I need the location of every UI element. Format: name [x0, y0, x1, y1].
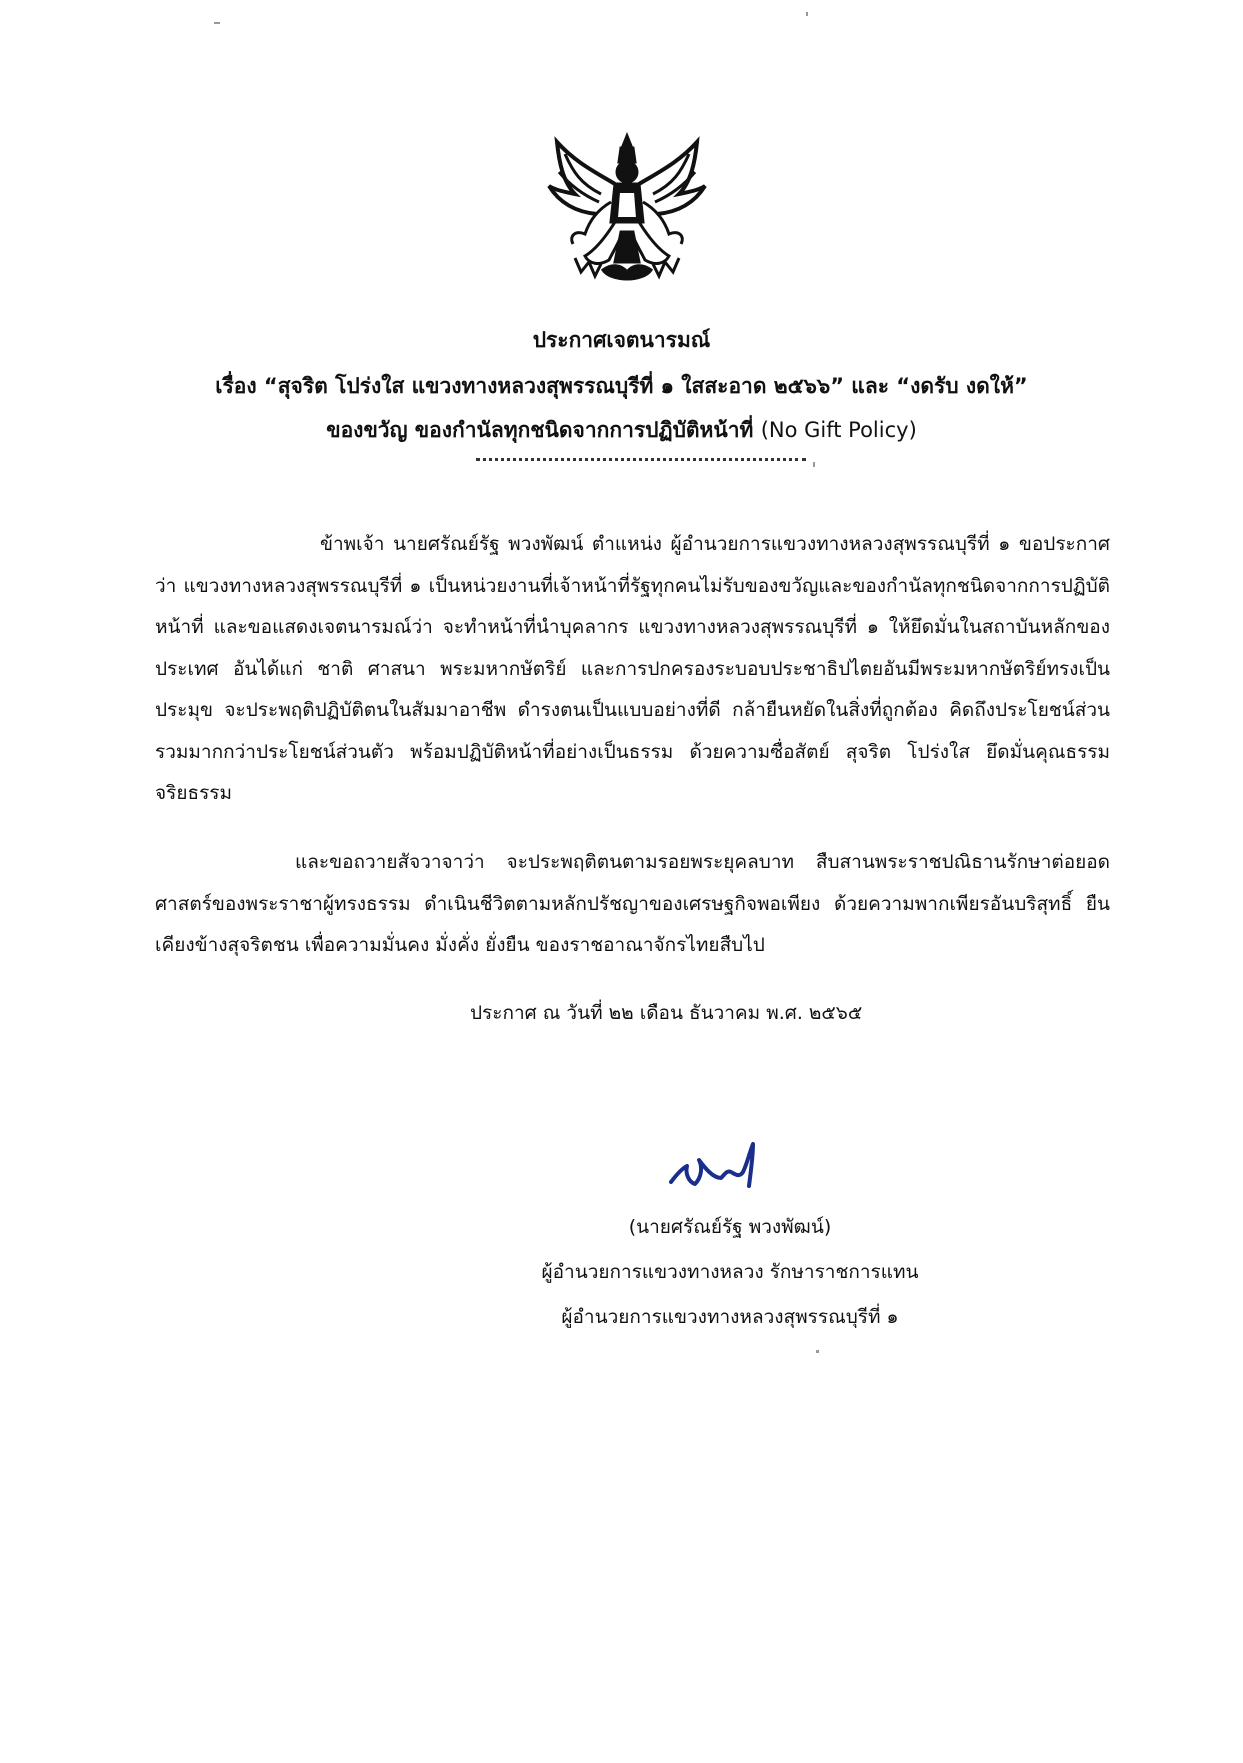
scan-speck — [816, 1350, 819, 1353]
garuda-emblem-icon — [545, 132, 710, 292]
signatory-position-2: ผู้อำนวยการแขวงทางหลวงสุพรรณบุรีที่ ๑ — [561, 1306, 899, 1328]
body-paragraph-1: ข้าพเจ้า นายศรัณย์รัฐ พวงพัฒน์ ตำแหน่ง ผู้อำนวยการแขวงทางหลวงสุพรรณบุรีที่ ๑ ขอประกาศว่า แขวงทางหลวงสุพรรณบุรีที่ ๑ เป็นหน่วยงานที่เจ้าหน้าที่รัฐทุกคนไม่รับของขวัญและของกำนัลทุกชนิดจากการปฏิบัติหน้าที่ และขอแสดงเจตนารมณ์ว่า จะทำหน้าที่นำบุคลากร แขวงทางหลวงสุพรรณบุรีที่ ๑ ให้ยึดมั่นในสถาบันหลักของประเทศ อันได้แก่ ชาติ ศาสนา พระมหากษัตริย์ และการปกครองระบอบประชาธิปไตยอันมีพระมหากษัตริย์ทรงเป็นประมุข จะประพฤติปฏิบัติตนในสัมมาอาชีพ ดำรงตนเป็นแบบอย่างที่ดี กล้ายืนหยัดในสิ่งที่ถูกต้อง คิดถึงประโยชน์ส่วนรวมมากกว่าประโยชน์ส่วนตัว พร้อมปฏิบัติหน้าที่อย่างเป็นธรรม ด้วยความซื่อสัตย์ สุจริต โปร่งใส ยึดมั่นคุณธรรม จริยธรรม — [155, 533, 1110, 804]
announcement-date: ประกาศ ณ วันที่ ๒๒ เดือน ธันวาคม พ.ศ. ๒๕๖๕ — [470, 1002, 863, 1024]
signatory-position-1: ผู้อำนวยการแขวงทางหลวง รักษาราชการแทน — [541, 1261, 919, 1283]
announcement-subject: เรื่อง “สุจริต โปร่งใส แขวงทางหลวงสุพรรณบุรีที่ ๑ ใสสะอาด ๒๕๖๖” และ “งดรับ งดให้” — [215, 374, 1028, 398]
signatory-name: (นายศรัณย์รัฐ พวงพัฒน์) — [628, 1216, 832, 1238]
dotted-divider — [476, 458, 806, 461]
scan-speck — [214, 22, 220, 24]
subject-line2-english: (No Gift Policy) — [760, 418, 917, 442]
body-paragraph-2: และขอถวายสัจวาจาว่า จะประพฤติตนตามรอยพระยุคลบาท สืบสานพระราชปณิธานรักษาต่อยอดศาสตร์ของพระราชาผู้ทรงธรรม ดำเนินชีวิตตามหลักปรัชญาของเศรษฐกิจพอเพียง ด้วยความพากเพียรอันบริสุทธิ์ ยืนเคียงข้างสุจริตชน เพื่อความมั่นคง มั่งคั่ง ยั่งยืน ของราชอาณาจักรไทยสืบไป — [155, 851, 1110, 956]
announcement-subject-line2 — [130, 410, 1113, 450]
scan-speck — [806, 12, 808, 16]
scan-speck — [813, 462, 815, 467]
announcement-heading: ประกาศเจตนารมณ์ — [532, 328, 711, 352]
handwritten-signature-icon — [665, 1138, 765, 1198]
subject-line2-thai: ของขวัญ ของกำนัลทุกชนิดจากการปฏิบัติหน้าที่ — [326, 418, 754, 442]
